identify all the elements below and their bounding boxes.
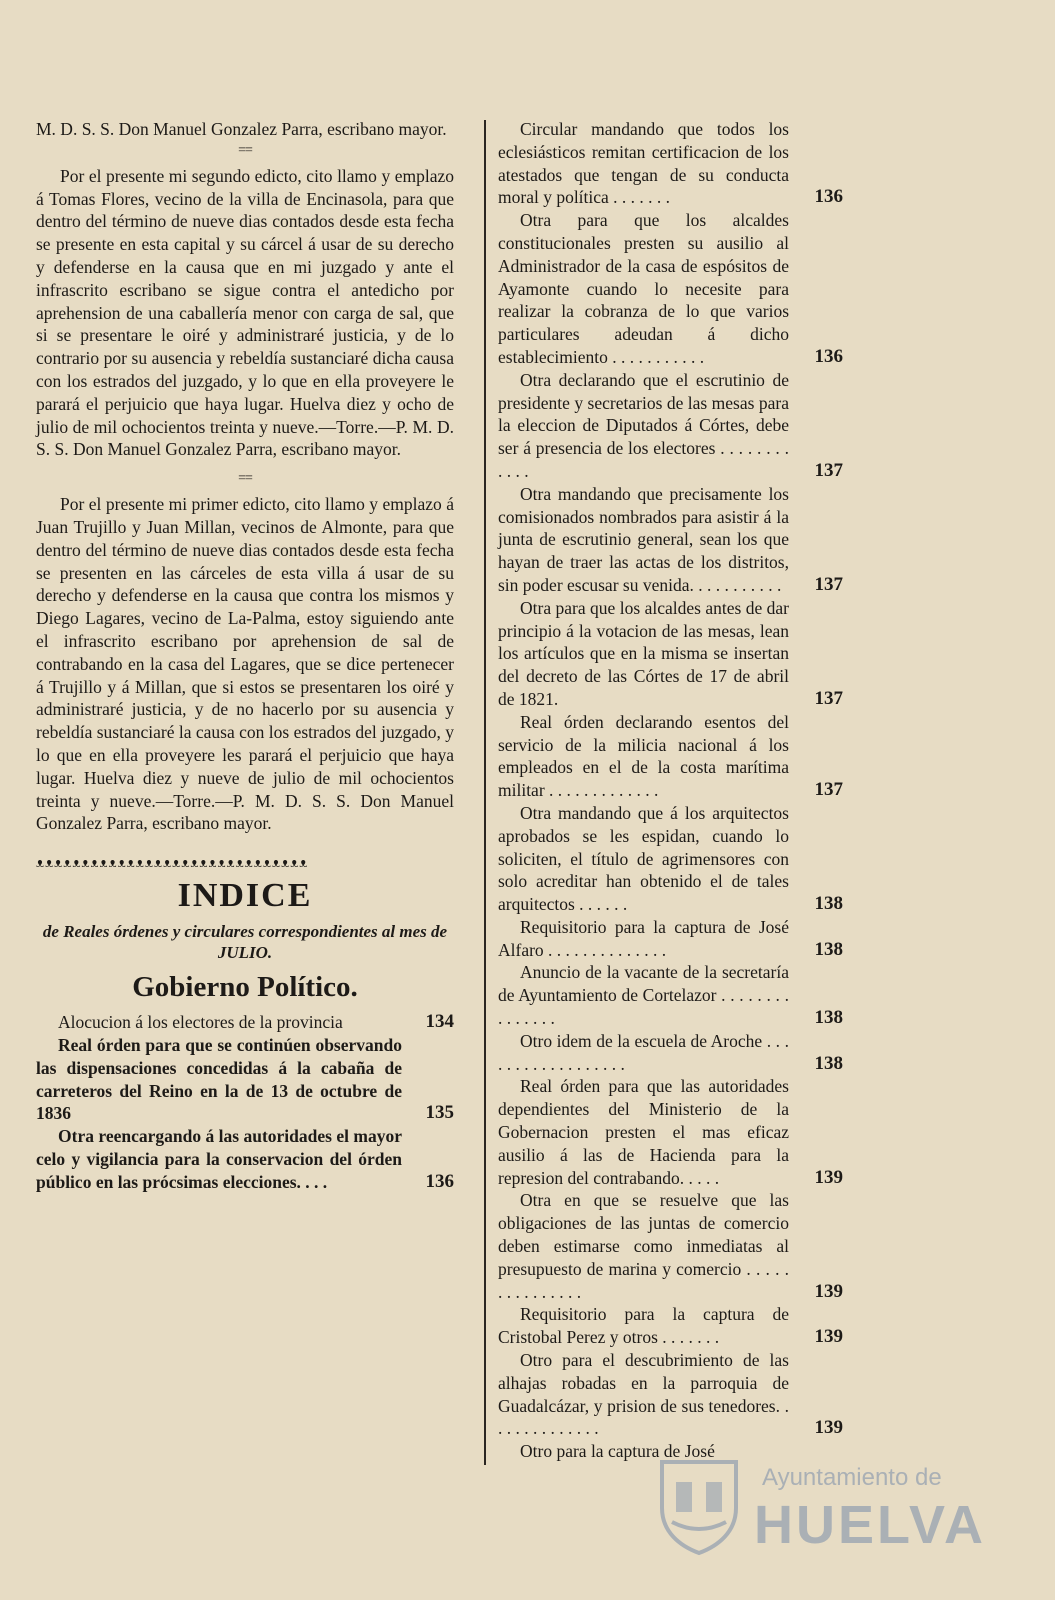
entry-page: 136 [425,1170,454,1192]
index-entry [498,597,843,711]
watermark [654,1448,986,1568]
index-entry [498,916,843,962]
entry-page: 137 [814,779,843,801]
entry-text: Otro idem de la escuela de Aroche . . . . . . . . . . . . . . . . . . [498,1030,789,1074]
opening-signature: M. D. S. S. Don Manuel Gonzalez Parra, escribano mayor. [36,119,447,139]
watermark-line-1: Ayuntamiento de [762,1464,942,1491]
entry-text: Alocucion á los electores de la provincia [58,1012,343,1033]
watermark-line-2: HUELVA [754,1495,986,1555]
index-subtitle: de Reales órdenes y circulares correspondientes al mes de JULIO. [42,922,448,963]
separator: == [238,142,252,158]
entry-page: 134 [425,1011,454,1033]
entry-text: Anuncio de la vacante de la secretaría de Ayuntamiento de Cortelazor . . . . . . . . . . . . . . . [498,962,789,1029]
column-divider [484,120,486,1465]
index-entry [498,1349,843,1440]
entry-page: 137 [814,573,843,595]
city-shield-icon [654,1456,744,1556]
entry-text: Requisitorio para la captura de José Alfaro . . . . . . . . . . . . . . [498,916,789,960]
entry-page: 138 [814,938,843,960]
index-entry [498,118,843,209]
index-title: INDICE [177,877,313,915]
entry-page: 137 [814,459,843,481]
entry-text-continued: Otro para la captura de José [520,1441,715,1462]
entry-text: Otra para que los alcaldes antes de dar principio á la votacion de las mesas, lean los artículos que en la misma se insertan del decreto de las Córtes de 17 de abril de 1821. [498,597,789,709]
entry-text: Requisitorio para la captura de Cristobal Perez y otros . . . . . . . [498,1304,789,1348]
entry-page: 136 [814,186,843,208]
index-entry [498,1303,843,1349]
entry-page: 137 [814,687,843,709]
entry-text: Otra reencargando á las autoridades el mayor celo y vigilancia para la conservacion del órden público en las prócsimas elecciones. . . . [36,1126,402,1192]
entry-text: Otra en que se resuelve que las obligaciones de las juntas de comercio deben estimarse como inmediatas al presupuesto de marina y comercio . . . . . . . . . . . . . . . [498,1190,789,1302]
edict-paragraph: Por el presente mi primer edicto, cito llamo y emplazo á Juan Trujillo y Juan Millan, vecinos de Almonte, para que dentro del término de nueve dias contados desde esta fecha se presenten en las cárceles de esta villa á usar de su derecho y defenderse en la causa que contra los mismos y Diego Lagares, vecino de La-Palma, estoy siguiendo ante el infrascrito escribano por aprehension de sal de contrabando en la casa del Lagares, que se dice pertenecer á Trujillo y á Millan, que si estos se presentaren los oiré y administraré justicia, y de no hacerlo por su ausencia y rebeldía sustanciaré la causa con los estrados del juzgado, y lo que en ella proveyere les parará el perjuicio que haya lugar. Huelva diez y nueve de julio de mil ochocientos treinta y nueve.—Torre.—P. M. D. S. S. Don Manuel Gonzalez Parra, escribano mayor. [36,494,454,834]
index-entry [498,802,843,916]
index-entry [498,1075,843,1189]
index-entry [36,1034,454,1125]
left-column [36,118,454,1193]
entry-page: 138 [814,1007,843,1029]
edict-paragraph: Por el presente mi segundo edicto, cito llamo y emplazo á Tomas Flores, vecino de la villa de Encinasola, para que dentro del término de nueve dias contados desde esta fecha se presente en esta capital y su cárcel á usar de su derecho y defenderse en la causa que en mi juzgado y ante el infrascrito escribano se sigue contra el antedicho por aprehension de una caballería menor con carga de sal, que si se presentare le oiré y administraré justicia, y de lo contrario por su ausencia y rebeldía sustanciaré dicha causa con los estrados del juzgado, y lo que en ella proveyere le parará el perjuicio que haya lugar. Huelva diez y ocho de julio de mil ochocientos treinta y nueve.—Torre.—P. M. D. S. S. Don Manuel Gonzalez Parra, escribano mayor. [36,165,454,460]
entry-text: Real órden para que las autoridades dependientes del Ministerio de la Gobernacion presten el mas eficaz ausilio á las de Hacienda para la represion del contrabando. . . . . [498,1076,789,1188]
index-entry [36,1011,454,1034]
index-entry [498,209,843,369]
entry-page: 139 [814,1326,843,1348]
entry-text: Otra declarando que el escrutinio de presidente y secretarios de las mesas para la eleccion de Diputados á Córtes, debe ser á presencia de los electores . . . . . . . . . . . . [498,369,789,481]
index-entry [498,369,843,483]
entry-page: 135 [425,1102,454,1124]
entry-page: 139 [814,1280,843,1302]
index-entry [498,1030,843,1076]
entry-page: 136 [814,345,843,367]
entry-page: 138 [814,1052,843,1074]
entry-text: Otra para que los alcaldes constitucionales presten su ausilio al Administrador de la casa de espósitos de Ayamonte cuando lo necesite para realizar la cobranza de lo que varios particulares adeudan á dicho establecimiento . . . . . . . . . . . [498,210,789,367]
entry-text: Otro para el descubrimiento de las alhajas robadas en la parroquia de Guadalcázar, y prision de sus tenedores. . . . . . . . . . . . . . [498,1350,789,1439]
entry-text: Circular mandando que todos los eclesiásticos remitan certificacion de los atestados que tengan de su conducta moral y política . . . . . . . [498,119,789,208]
entry-text: Real órden declarando esentos del servicio de la milicia nacional á los empleados en el de la costa marítima militar . . . . . . . . . . . . . [498,711,789,801]
ornamental-rule: ᴥᴥᴥᴥᴥᴥᴥᴥᴥᴥᴥᴥᴥᴥᴥᴥᴥᴥᴥᴥᴥᴥᴥᴥᴥᴥᴥᴥᴥᴥ [36,855,309,872]
index-entry [498,1189,843,1303]
entry-page: 139 [814,1166,843,1188]
entry-text: Real órden para que se continúen observando las dispensaciones concedidas á la cabaña de carreteros del Reino en la de 13 de octubre de 1836 [36,1034,402,1124]
index-entry [498,483,843,597]
entry-text: Otra mandando que á los arquitectos aprobados se les espidan, cuando lo soliciten, el título de agrimensores con solo acreditar han obtenido el de tales arquitectos . . . . . . [498,802,789,915]
entry-text: Otra mandando que precisamente los comisionados nombrados para asistir á la junta de escrutinio general, sean los que hayan de traer las actas de los distritos, sin poder escusar su venida. . . . . . . . . . . [498,483,789,595]
section-title: Gobierno Político. [132,971,358,1004]
index-entry [498,961,843,1029]
index-entry [498,711,843,802]
index-entry [36,1125,454,1193]
entry-page: 139 [814,1417,843,1439]
separator: == [238,471,252,487]
entry-page: 138 [814,893,843,915]
right-column [498,118,843,1463]
